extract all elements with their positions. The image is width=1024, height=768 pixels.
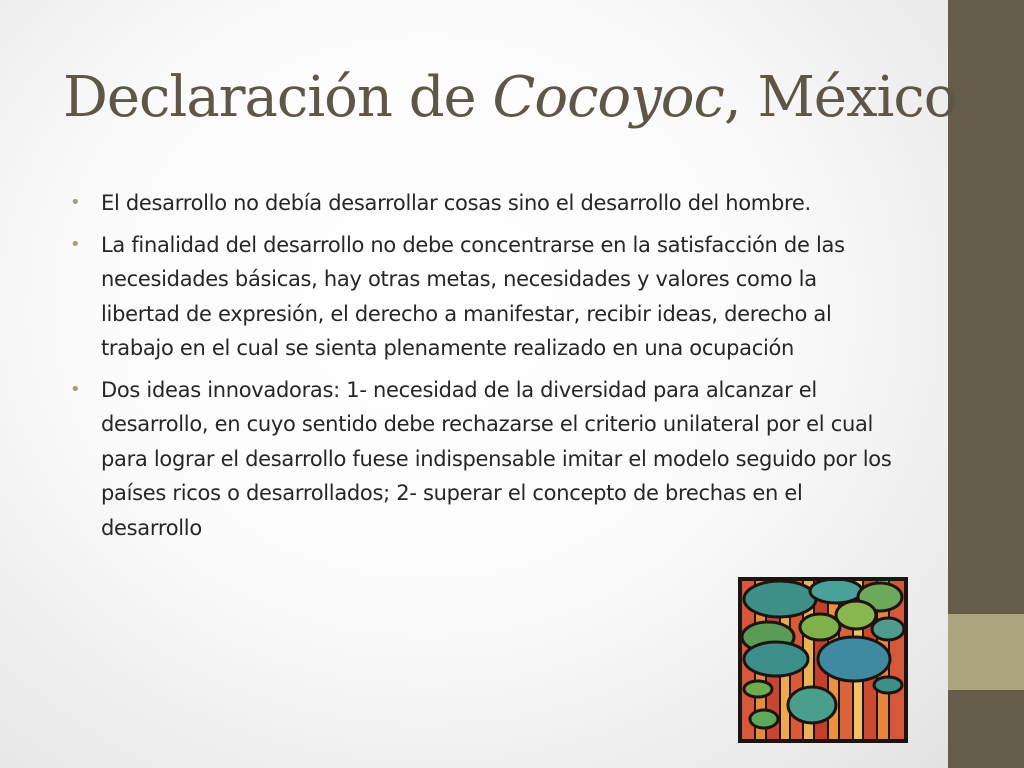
bullet-list xyxy=(70,186,900,552)
bullet-marker-icon: • xyxy=(70,192,81,213)
bullet-marker-icon: • xyxy=(70,233,81,255)
stained-glass-trees-icon xyxy=(738,577,908,743)
title-text-start: Declaración de xyxy=(63,65,493,130)
bullet-item xyxy=(70,228,900,366)
title-text-italic: Cocoyoc xyxy=(492,65,724,130)
bullet-text: Dos ideas innovadoras: 1- necesidad de la diversidad para alcanzar el desarrollo, en cuyo sentido debe rechazarse el criterio unilateral por el cual para lograr el desarrollo fuese indispensable imitar el modelo seguido por los países ricos o desarrollados; 2- superar el concepto de brechas en el desarrollo xyxy=(101,377,892,540)
bullet-text: La finalidad del desarrollo no debe concentrarse en la satisfacción de las necesidades básicas, hay otras metas, necesidades y valores como la libertad de expresión, el derecho a manifestar, recibir ideas, derecho al trabajo en el cual se sienta plenamente realizado en una ocupación xyxy=(101,232,845,360)
bullet-text: El desarrollo no debía desarrollar cosas sino el desarrollo del hombre. xyxy=(101,191,811,215)
sidebar-accent-top xyxy=(948,0,1024,614)
bullet-item xyxy=(70,373,900,546)
bullet-item xyxy=(70,186,900,221)
sidebar-accent-middle xyxy=(948,614,1024,690)
slide-title xyxy=(63,62,957,134)
bullet-marker-icon: • xyxy=(70,378,81,400)
sidebar-accent-bottom xyxy=(948,690,1024,768)
title-text-end: , México xyxy=(723,65,957,130)
